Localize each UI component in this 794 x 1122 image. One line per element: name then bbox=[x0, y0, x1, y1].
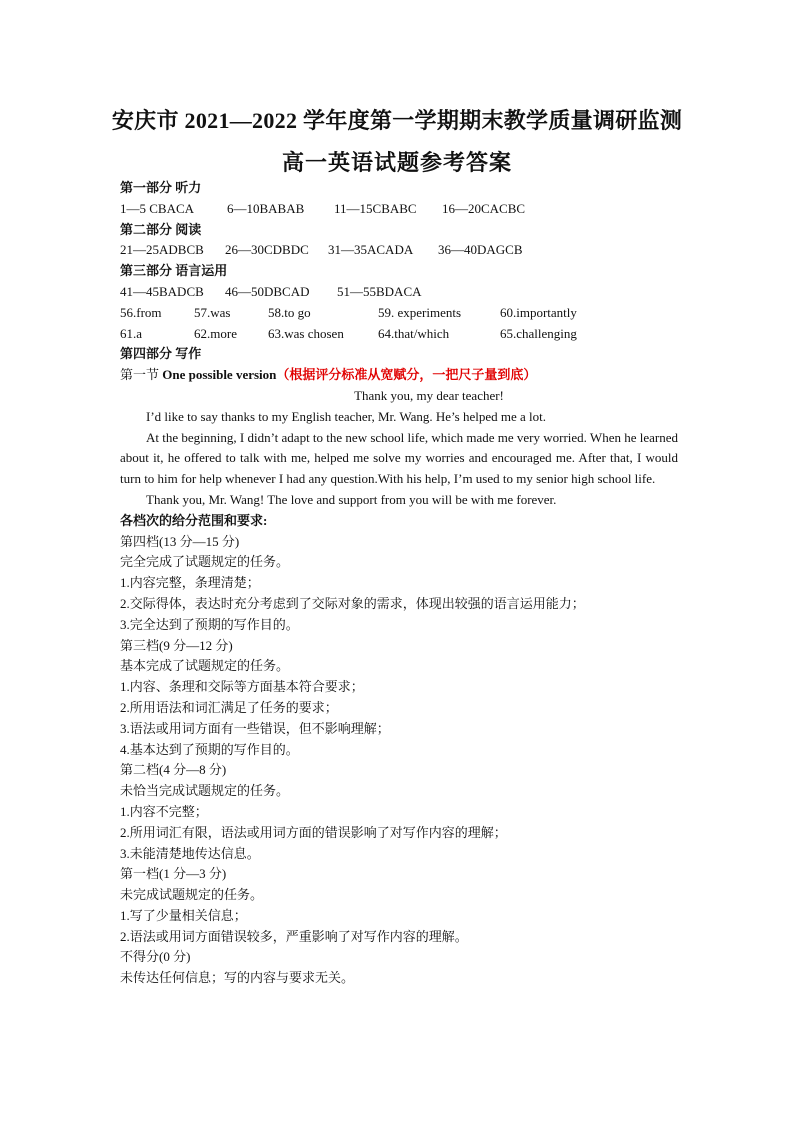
answer-item: 63.was chosen bbox=[268, 325, 344, 341]
level-item: 3.完全达到了预期的写作目的。 bbox=[120, 616, 299, 632]
answer-group: 41—45BADCB bbox=[120, 283, 204, 299]
answer-group: 1—5 CBACA bbox=[120, 200, 195, 216]
level-item: 1.内容不完整； bbox=[120, 803, 208, 819]
answer-item: 57.was bbox=[194, 304, 231, 320]
grading-level bbox=[120, 947, 678, 989]
level-item: 1.写了少量相关信息； bbox=[120, 907, 247, 923]
level-item: 2.所用词汇有限，语法或用词方面的错误影响了对写作内容的理解； bbox=[120, 824, 507, 840]
part4-section-line bbox=[120, 365, 678, 386]
part2-answers bbox=[120, 240, 678, 261]
level-item: 1.内容、条理和交际等方面基本符合要求； bbox=[120, 679, 364, 695]
level-summary: 未完成试题规定的任务。 bbox=[120, 887, 264, 903]
level-summary: 未传达任何信息；写的内容与要求无关。 bbox=[120, 970, 355, 986]
level-item: 2.交际得体，表达时充分考虑到了交际对象的需求，体现出较强的语言运用能力； bbox=[120, 595, 585, 611]
level-title: 不得分(0 分) bbox=[120, 949, 191, 965]
grading-heading: 各档次的给分范围和要求: bbox=[120, 512, 268, 528]
answer-group: 36—40DAGCB bbox=[438, 242, 523, 258]
essay-title: Thank you, my dear teacher! bbox=[354, 387, 504, 403]
part3-heading: 第三部分 语言运用 bbox=[120, 263, 228, 279]
answer-item: 65.challenging bbox=[500, 325, 577, 341]
grading-level bbox=[120, 532, 678, 636]
level-item: 4.基本达到了预期的写作目的。 bbox=[120, 741, 299, 757]
answer-group: 21—25ADBCB bbox=[120, 242, 204, 258]
answer-group: 16—20CACBC bbox=[442, 200, 526, 216]
answer-item: 58.to go bbox=[268, 304, 311, 320]
essay-paragraph: Thank you, Mr. Wang! The love and support from you will be with me forever. bbox=[146, 491, 557, 507]
document-title: 安庆市 2021—2022 学年度第一学期期末教学质量调研监测 bbox=[111, 108, 683, 133]
part3-answers-row1 bbox=[120, 282, 678, 303]
part1-heading: 第一部分 听力 bbox=[120, 180, 202, 195]
level-item: 2.语法或用词方面错误较多，严重影响了对写作内容的理解。 bbox=[120, 928, 468, 944]
grading-level bbox=[120, 760, 678, 864]
answer-item: 61.a bbox=[120, 325, 143, 341]
level-item: 2.所用语法和词汇满足了任务的要求； bbox=[120, 699, 338, 715]
grading-level bbox=[120, 864, 678, 947]
part3-answers-row2 bbox=[120, 303, 678, 324]
level-summary: 完全完成了试题规定的任务。 bbox=[120, 554, 290, 570]
answer-item: 64.that/which bbox=[378, 325, 450, 341]
answer-item: 59. experiments bbox=[378, 304, 462, 320]
version-label: One possible version bbox=[162, 367, 277, 383]
level-item: 3.语法或用词方面有一些错误，但不影响理解； bbox=[120, 720, 390, 736]
part4-heading: 第四部分 写作 bbox=[120, 346, 202, 362]
level-title: 第四档(13 分—15 分) bbox=[120, 533, 240, 549]
answer-item: 60.importantly bbox=[500, 304, 577, 320]
answer-item: 62.more bbox=[194, 325, 237, 341]
level-summary: 基本完成了试题规定的任务。 bbox=[120, 658, 290, 674]
part2-heading: 第二部分 阅读 bbox=[120, 221, 202, 237]
level-item: 1.内容完整，条理清楚； bbox=[120, 575, 260, 591]
document-subtitle: 高一英语试题参考答案 bbox=[281, 150, 512, 175]
level-summary: 未恰当完成试题规定的任务。 bbox=[120, 783, 290, 799]
section-label: 第一节 bbox=[120, 367, 160, 383]
answer-content bbox=[120, 178, 678, 989]
level-title: 第二档(4 分—8 分) bbox=[120, 762, 227, 778]
level-title: 第一档(1 分—3 分) bbox=[120, 866, 227, 882]
grading-note: （根据评分标准从宽赋分，一把尺子量到底） bbox=[276, 367, 537, 383]
essay-paragraph: At the beginning, I didn’t adapt to the new school life, which made me very worried. When he learned about it, he offered to talk with me, helped me solve my worries and encouraged me. After that, I would turn to him for help whenever I had any question.With his help, I’m used to my senior high school life. bbox=[120, 429, 678, 487]
level-title: 第三档(9 分—12 分) bbox=[120, 637, 233, 653]
answer-item: 56.from bbox=[120, 304, 162, 320]
answer-group: 6—10BABAB bbox=[227, 200, 305, 216]
essay-paragraph: I’d like to say thanks to my English teacher, Mr. Wang. He’s helped me a lot. bbox=[146, 408, 547, 424]
answer-group: 31—35ACADA bbox=[328, 242, 414, 258]
answer-group: 26—30CDBDC bbox=[225, 242, 309, 258]
part3-answers-row3 bbox=[120, 324, 678, 345]
level-item: 3.未能清楚地传达信息。 bbox=[120, 845, 260, 861]
answer-group: 46—50DBCAD bbox=[225, 283, 310, 299]
part1-answers bbox=[120, 199, 678, 220]
grading-level bbox=[120, 636, 678, 761]
answer-group: 51—55BDACA bbox=[337, 283, 422, 299]
answer-group: 11—15CBABC bbox=[334, 200, 417, 216]
